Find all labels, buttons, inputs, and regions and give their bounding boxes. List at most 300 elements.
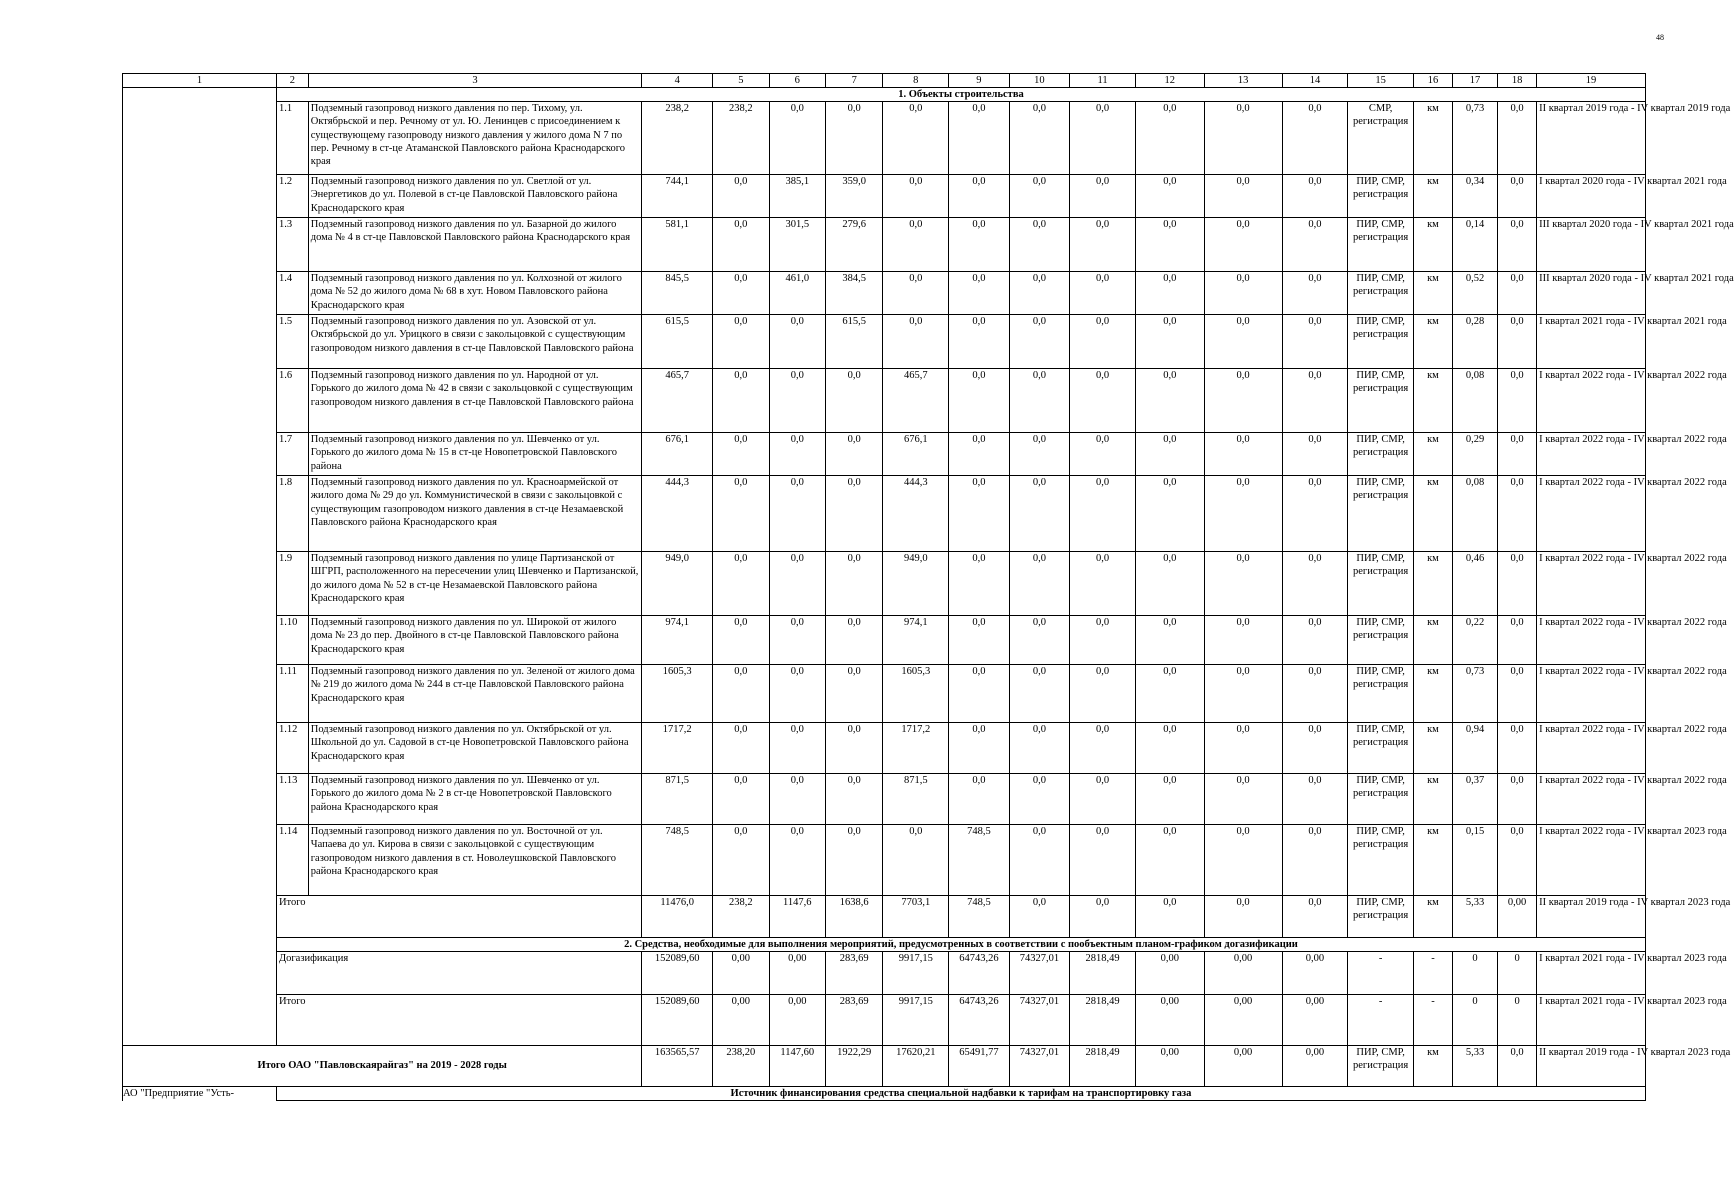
value-cell: 238,2 (713, 102, 769, 175)
work-type-cell: ПИР, СМР, регистрация (1348, 665, 1414, 723)
value-cell: 0,00 (1204, 1046, 1282, 1087)
value-cell: 0,0 (1135, 476, 1204, 552)
value-cell: 2818,49 (1070, 952, 1136, 995)
value-cell: 0,0 (883, 315, 949, 369)
value-cell: 9917,15 (883, 995, 949, 1046)
object-row (123, 369, 1646, 433)
value-cell: 676,1 (642, 433, 713, 476)
object-row (123, 218, 1646, 272)
length-cell: 0,52 (1452, 272, 1497, 315)
length-cell: 0,37 (1452, 774, 1497, 825)
value-cell: 0,0 (949, 476, 1010, 552)
object-description: Подземный газопровод низкого давления по ул. Шевченко от ул. Горького до жилого дома № 2 в ст-це Новопетровской Павловского района Краснодарского края (308, 774, 642, 825)
value-cell: 871,5 (883, 774, 949, 825)
schedule-cell: I квартал 2022 года - IV квартал 2023 года (1537, 825, 1646, 896)
col18-cell: 0,0 (1498, 774, 1537, 825)
length-cell: 0,22 (1452, 616, 1497, 665)
value-cell: 465,7 (642, 369, 713, 433)
value-cell: 1147,60 (769, 1046, 825, 1087)
object-row (123, 433, 1646, 476)
value-cell: 0,0 (1282, 369, 1348, 433)
value-cell: 0,0 (1282, 433, 1348, 476)
total-label: Итого (276, 995, 641, 1046)
value-cell: 0,0 (713, 476, 769, 552)
value-cell: 0,00 (1135, 952, 1204, 995)
value-cell: 0,0 (1204, 315, 1282, 369)
schedule-cell: I квартал 2021 года - IV квартал 2021 года (1537, 315, 1646, 369)
column-number: 9 (949, 74, 1010, 88)
value-cell: 11476,0 (642, 896, 713, 938)
grand-total-row (123, 1046, 1646, 1087)
object-description: Подземный газопровод низкого давления по ул. Октябрьской от ул. Школьной до ул. Садовой в ст-це Новопетровской Павловского района Краснодарского края (308, 723, 642, 774)
value-cell: 0,0 (769, 476, 825, 552)
object-index: 1.12 (276, 723, 308, 774)
value-cell: 0,0 (769, 315, 825, 369)
value-cell: 152089,60 (642, 995, 713, 1046)
unit-cell: км (1413, 896, 1452, 938)
value-cell: 0,0 (1070, 616, 1136, 665)
object-description: Подземный газопровод низкого давления по ул. Светлой от ул. Энергетиков до ул. Полевой в ст-це Павловской Павловского района Краснодарского края (308, 175, 642, 218)
value-cell: 74327,01 (1009, 952, 1070, 995)
value-cell: 0,0 (1009, 723, 1070, 774)
length-cell: 0,46 (1452, 552, 1497, 616)
value-cell: 0,0 (1135, 552, 1204, 616)
value-cell: 384,5 (825, 272, 882, 315)
value-cell: 2818,49 (1070, 995, 1136, 1046)
value-cell: 0,0 (949, 272, 1010, 315)
value-cell: 0,0 (1204, 476, 1282, 552)
value-cell: 0,00 (1204, 952, 1282, 995)
value-cell: 0,0 (949, 774, 1010, 825)
value-cell: 0,0 (1282, 723, 1348, 774)
col18-cell: 0,0 (1498, 616, 1537, 665)
value-cell: 0,0 (1070, 665, 1136, 723)
value-cell: 0,0 (1070, 825, 1136, 896)
value-cell: 0,0 (949, 665, 1010, 723)
value-cell: 461,0 (769, 272, 825, 315)
object-description: Подземный газопровод низкого давления по улице Партизанской от ШГРП, расположенного на пересечении улиц Шевченко и Партизанской, до жилого дома № 52 в ст-це Незамаевской Павловского района Краснодарского края (308, 552, 642, 616)
col18-cell: 0,0 (1498, 723, 1537, 774)
col18-cell: 0,00 (1498, 896, 1537, 938)
value-cell: 0,0 (825, 723, 882, 774)
col18-cell: 0,0 (1498, 433, 1537, 476)
value-cell: 163565,57 (642, 1046, 713, 1087)
col18-cell: 0,0 (1498, 369, 1537, 433)
length-cell: 0,14 (1452, 218, 1497, 272)
object-index: 1.1 (276, 102, 308, 175)
unit-cell: км (1413, 825, 1452, 896)
object-row (123, 774, 1646, 825)
column-number: 17 (1452, 74, 1497, 88)
value-cell: 0,0 (1204, 433, 1282, 476)
unit-cell: км (1413, 175, 1452, 218)
value-cell: 0,0 (825, 825, 882, 896)
object-index: 1.2 (276, 175, 308, 218)
value-cell: 0,0 (713, 315, 769, 369)
value-cell: 0,0 (825, 476, 882, 552)
col18-cell: 0 (1498, 952, 1537, 995)
unit-cell: км (1413, 1046, 1452, 1087)
object-description: Подземный газопровод низкого давления по пер. Тихому, ул. Октябрьской и пер. Речному от ул. Ю. Ленинцев с присоединением к существующему газопроводу низкого давления у жилого дома N 7 по пер. Речному в ст-це Атаманской Павловского района Краснодарского края (308, 102, 642, 175)
schedule-cell: I квартал 2020 года - IV квартал 2021 года (1537, 175, 1646, 218)
unit-cell: км (1413, 476, 1452, 552)
col18-cell: 0,0 (1498, 102, 1537, 175)
value-cell: 7703,1 (883, 896, 949, 938)
schedule-cell: I квартал 2022 года - IV квартал 2022 года (1537, 723, 1646, 774)
value-cell: 0,0 (1070, 723, 1136, 774)
length-cell: 0 (1452, 952, 1497, 995)
schedule-cell: II квартал 2019 года - IV квартал 2023 года (1537, 1046, 1646, 1087)
value-cell: 748,5 (949, 825, 1010, 896)
object-row (123, 315, 1646, 369)
value-cell: 0,0 (1009, 315, 1070, 369)
value-cell: 0,0 (1070, 175, 1136, 218)
value-cell: 0,00 (1135, 1046, 1204, 1087)
value-cell: 0,0 (1009, 616, 1070, 665)
value-cell: 0,0 (949, 102, 1010, 175)
work-type-cell: - (1348, 952, 1414, 995)
value-cell: 949,0 (642, 552, 713, 616)
value-cell: 0,0 (1204, 369, 1282, 433)
value-cell: 0,0 (1282, 896, 1348, 938)
value-cell: 0,0 (825, 552, 882, 616)
value-cell: 0,00 (1282, 1046, 1348, 1087)
object-index: 1.5 (276, 315, 308, 369)
work-type-cell: ПИР, СМР, регистрация (1348, 218, 1414, 272)
value-cell: 0,0 (1009, 896, 1070, 938)
value-cell: 0,0 (1282, 102, 1348, 175)
value-cell: 615,5 (642, 315, 713, 369)
work-type-cell: ПИР, СМР, регистрация (1348, 175, 1414, 218)
value-cell: 0,0 (949, 218, 1010, 272)
value-cell: 0,0 (1070, 476, 1136, 552)
value-cell: 283,69 (825, 952, 882, 995)
schedule-cell: I квартал 2021 года - IV квартал 2023 года (1537, 952, 1646, 995)
investment-program-table (122, 73, 1734, 1101)
col18-cell: 0,0 (1498, 552, 1537, 616)
value-cell: 0,0 (1135, 723, 1204, 774)
object-row (123, 723, 1646, 774)
col18-cell: 0,0 (1498, 665, 1537, 723)
unit-cell: км (1413, 218, 1452, 272)
value-cell: 0,0 (883, 825, 949, 896)
value-cell: 0,0 (1070, 102, 1136, 175)
col18-cell: 0,0 (1498, 315, 1537, 369)
object-row (123, 616, 1646, 665)
value-cell: 0,0 (1009, 102, 1070, 175)
value-cell: 0,0 (1009, 476, 1070, 552)
column-number: 3 (308, 74, 642, 88)
value-cell: 465,7 (883, 369, 949, 433)
column-number: 13 (1204, 74, 1282, 88)
unit-cell: км (1413, 774, 1452, 825)
unit-cell: км (1413, 665, 1452, 723)
value-cell: 0,0 (1070, 433, 1136, 476)
work-type-cell: ПИР, СМР, регистрация (1348, 433, 1414, 476)
object-index: 1.3 (276, 218, 308, 272)
value-cell: 1147,6 (769, 896, 825, 938)
value-cell: 0,0 (1282, 616, 1348, 665)
value-cell: 0,0 (713, 175, 769, 218)
work-type-cell: - (1348, 995, 1414, 1046)
value-cell: 0,0 (1009, 272, 1070, 315)
value-cell: 845,5 (642, 272, 713, 315)
value-cell: 744,1 (642, 175, 713, 218)
value-cell: 0,0 (713, 723, 769, 774)
value-cell: 974,1 (883, 616, 949, 665)
object-description: Подземный газопровод низкого давления по ул. Широкой от жилого дома № 23 до пер. Двойного в ст-це Павловской Павловского района Краснодарского края (308, 616, 642, 665)
value-cell: 0,0 (883, 272, 949, 315)
value-cell: 0,0 (949, 616, 1010, 665)
work-type-cell: ПИР, СМР, регистрация (1348, 272, 1414, 315)
value-cell: 0,0 (713, 272, 769, 315)
value-cell: 2818,49 (1070, 1046, 1136, 1087)
length-cell: 0,94 (1452, 723, 1497, 774)
value-cell: 0,0 (1070, 315, 1136, 369)
unit-cell: км (1413, 723, 1452, 774)
object-row (123, 665, 1646, 723)
object-row (123, 825, 1646, 896)
value-cell: 64743,26 (949, 995, 1010, 1046)
page-number: 48 (1656, 33, 1664, 42)
value-cell: 0,0 (1135, 218, 1204, 272)
org-cell (123, 88, 277, 1046)
value-cell: 238,2 (642, 102, 713, 175)
value-cell: 0,0 (769, 552, 825, 616)
value-cell: 0,0 (1204, 774, 1282, 825)
col18-cell: 0,0 (1498, 272, 1537, 315)
value-cell: 0,0 (1135, 825, 1204, 896)
column-number: 6 (769, 74, 825, 88)
value-cell: 0,00 (1135, 995, 1204, 1046)
value-cell: 0,0 (1135, 315, 1204, 369)
object-description: Подземный газопровод низкого давления по ул. Азовской от ул. Октябрьской до ул. Урицкого в связи с закольцовкой с существующим газопроводом низкого давления в ст-це Павловской Павловского района (308, 315, 642, 369)
value-cell: 0,0 (825, 433, 882, 476)
object-description: Подземный газопровод низкого давления по ул. Базарной до жилого дома № 4 в ст-це Павловской Павловского района Краснодарского края (308, 218, 642, 272)
value-cell: 0,0 (1135, 272, 1204, 315)
length-cell: 0,73 (1452, 665, 1497, 723)
value-cell: 0,0 (825, 102, 882, 175)
col18-cell: 0,0 (1498, 175, 1537, 218)
column-number: 8 (883, 74, 949, 88)
value-cell: 0,0 (883, 102, 949, 175)
value-cell: 301,5 (769, 218, 825, 272)
value-cell: 1605,3 (883, 665, 949, 723)
column-number: 15 (1348, 74, 1414, 88)
value-cell: 0,0 (769, 825, 825, 896)
value-cell: 0,00 (1204, 995, 1282, 1046)
length-cell: 5,33 (1452, 896, 1497, 938)
value-cell: 0,0 (1204, 896, 1282, 938)
value-cell: 0,0 (1070, 369, 1136, 433)
schedule-cell: II квартал 2019 года - IV квартал 2023 года (1537, 896, 1646, 938)
value-cell: 0,0 (1282, 774, 1348, 825)
object-row (123, 272, 1646, 315)
unit-cell: км (1413, 369, 1452, 433)
length-cell: 0,15 (1452, 825, 1497, 896)
object-description: Подземный газопровод низкого давления по ул. Зеленой от жилого дома № 219 до жилого дома № 244 в ст-це Павловской Павловского района Краснодарского края (308, 665, 642, 723)
value-cell: 0,0 (1204, 825, 1282, 896)
length-cell: 0,73 (1452, 102, 1497, 175)
work-type-cell: ПИР, СМР, регистрация (1348, 315, 1414, 369)
value-cell: 0,0 (769, 433, 825, 476)
work-type-cell: ПИР, СМР, регистрация (1348, 616, 1414, 665)
length-cell: 0 (1452, 995, 1497, 1046)
value-cell: 0,0 (713, 552, 769, 616)
value-cell: 0,0 (1282, 552, 1348, 616)
value-cell: 0,0 (1070, 774, 1136, 825)
value-cell: 0,0 (769, 369, 825, 433)
value-cell: 0,0 (1204, 616, 1282, 665)
value-cell: 615,5 (825, 315, 882, 369)
object-index: 1.7 (276, 433, 308, 476)
unit-cell: - (1413, 952, 1452, 995)
value-cell: 0,0 (1282, 175, 1348, 218)
value-cell: 0,00 (769, 952, 825, 995)
value-cell: 1717,2 (642, 723, 713, 774)
unit-cell: км (1413, 433, 1452, 476)
value-cell: 0,0 (1282, 218, 1348, 272)
object-index: 1.14 (276, 825, 308, 896)
value-cell: 0,0 (1009, 665, 1070, 723)
section-1-total-row (123, 896, 1646, 938)
footer-row (123, 1087, 1646, 1101)
work-type-cell: ПИР, СМР, регистрация (1348, 896, 1414, 938)
unit-cell: км (1413, 272, 1452, 315)
value-cell: 152089,60 (642, 952, 713, 995)
value-cell: 0,0 (1135, 774, 1204, 825)
work-type-cell: ПИР, СМР, регистрация (1348, 825, 1414, 896)
value-cell: 0,0 (1009, 774, 1070, 825)
org-name: АО "Предприятие "Усть- (123, 1087, 277, 1101)
value-cell: 279,6 (825, 218, 882, 272)
value-cell: 0,00 (769, 995, 825, 1046)
value-cell: 385,1 (769, 175, 825, 218)
value-cell: 0,0 (1204, 723, 1282, 774)
unit-cell: км (1413, 315, 1452, 369)
length-cell: 0,08 (1452, 476, 1497, 552)
length-cell: 0,29 (1452, 433, 1497, 476)
unit-cell: км (1413, 102, 1452, 175)
value-cell: 0,0 (1135, 616, 1204, 665)
value-cell: 0,0 (1135, 665, 1204, 723)
schedule-cell: I квартал 2022 года - IV квартал 2022 года (1537, 369, 1646, 433)
value-cell: 0,0 (1009, 552, 1070, 616)
value-cell: 0,0 (1204, 102, 1282, 175)
column-number: 19 (1537, 74, 1646, 88)
value-cell: 581,1 (642, 218, 713, 272)
column-number: 14 (1282, 74, 1348, 88)
object-index: 1.9 (276, 552, 308, 616)
value-cell: 871,5 (642, 774, 713, 825)
object-description: Подземный газопровод низкого давления по ул. Красноармейской от жилого дома № 29 до ул. Коммунистической в связи с закольцовкой с существующим газопроводом низкого давления в ст-це Незамаевской Павловского района Краснодарского края (308, 476, 642, 552)
value-cell: 0,0 (1282, 665, 1348, 723)
value-cell: 0,0 (713, 665, 769, 723)
value-cell: 0,0 (883, 218, 949, 272)
value-cell: 0,0 (1009, 369, 1070, 433)
length-cell: 0,34 (1452, 175, 1497, 218)
value-cell: 974,1 (642, 616, 713, 665)
value-cell: 0,0 (883, 175, 949, 218)
gasification-label: Догазификация (276, 952, 641, 995)
value-cell: 0,0 (1009, 218, 1070, 272)
value-cell: 0,0 (949, 723, 1010, 774)
value-cell: 0,0 (1204, 272, 1282, 315)
value-cell: 0,0 (1009, 433, 1070, 476)
value-cell: 0,00 (1282, 995, 1348, 1046)
value-cell: 0,0 (769, 723, 825, 774)
col18-cell: 0,0 (1498, 825, 1537, 896)
value-cell: 9917,15 (883, 952, 949, 995)
section-2-row (123, 938, 1646, 952)
schedule-cell: I квартал 2021 года - IV квартал 2023 года (1537, 995, 1646, 1046)
object-index: 1.8 (276, 476, 308, 552)
value-cell: 0,0 (1070, 896, 1136, 938)
value-cell: 238,2 (713, 896, 769, 938)
work-type-cell: ПИР, СМР, регистрация (1348, 369, 1414, 433)
schedule-cell: I квартал 2022 года - IV квартал 2022 года (1537, 552, 1646, 616)
section-2-total-row (123, 995, 1646, 1046)
value-cell: 949,0 (883, 552, 949, 616)
col18-cell: 0 (1498, 995, 1537, 1046)
schedule-cell: I квартал 2022 года - IV квартал 2022 года (1537, 774, 1646, 825)
value-cell: 0,0 (949, 369, 1010, 433)
value-cell: 0,0 (1282, 315, 1348, 369)
value-cell: 64743,26 (949, 952, 1010, 995)
value-cell: 444,3 (642, 476, 713, 552)
value-cell: 0,0 (713, 369, 769, 433)
value-cell: 0,0 (769, 665, 825, 723)
unit-cell: - (1413, 995, 1452, 1046)
column-number: 10 (1009, 74, 1070, 88)
value-cell: 74327,01 (1009, 995, 1070, 1046)
funding-source: Источник финансирования средства специальной надбавки к тарифам на транспортировку газа (276, 1087, 1645, 1101)
value-cell: 0,0 (769, 774, 825, 825)
value-cell: 0,00 (713, 952, 769, 995)
value-cell: 65491,77 (949, 1046, 1010, 1087)
value-cell: 0,0 (1009, 825, 1070, 896)
value-cell: 0,0 (825, 369, 882, 433)
object-row (123, 476, 1646, 552)
object-row (123, 102, 1646, 175)
value-cell: 0,0 (1009, 175, 1070, 218)
value-cell: 283,69 (825, 995, 882, 1046)
object-index: 1.6 (276, 369, 308, 433)
object-description: Подземный газопровод низкого давления по ул. Восточной от ул. Чапаева до ул. Кирова в связи с закольцовкой с существующим газопроводом низкого давления в ст. Новолеушковской Павловского района Краснодарского края (308, 825, 642, 896)
section-1-row (123, 88, 1646, 102)
object-index: 1.11 (276, 665, 308, 723)
unit-cell: км (1413, 616, 1452, 665)
value-cell: 0,0 (825, 616, 882, 665)
value-cell: 0,0 (1204, 552, 1282, 616)
value-cell: 0,0 (949, 552, 1010, 616)
schedule-cell: I квартал 2022 года - IV квартал 2022 года (1537, 616, 1646, 665)
col18-cell: 0,0 (1498, 476, 1537, 552)
gasification-row (123, 952, 1646, 995)
value-cell: 748,5 (642, 825, 713, 896)
schedule-cell: I квартал 2022 года - IV квартал 2022 года (1537, 433, 1646, 476)
column-number: 2 (276, 74, 308, 88)
col18-cell: 0,0 (1498, 1046, 1537, 1087)
column-number: 11 (1070, 74, 1136, 88)
value-cell: 0,0 (1135, 102, 1204, 175)
value-cell: 0,0 (825, 774, 882, 825)
unit-cell: км (1413, 552, 1452, 616)
object-description: Подземный газопровод низкого давления по ул. Колхозной от жилого дома № 52 до жилого дома № 68 в хут. Новом Павловского района Краснодарского края (308, 272, 642, 315)
column-number: 18 (1498, 74, 1537, 88)
value-cell: 1605,3 (642, 665, 713, 723)
value-cell: 0,0 (1204, 175, 1282, 218)
